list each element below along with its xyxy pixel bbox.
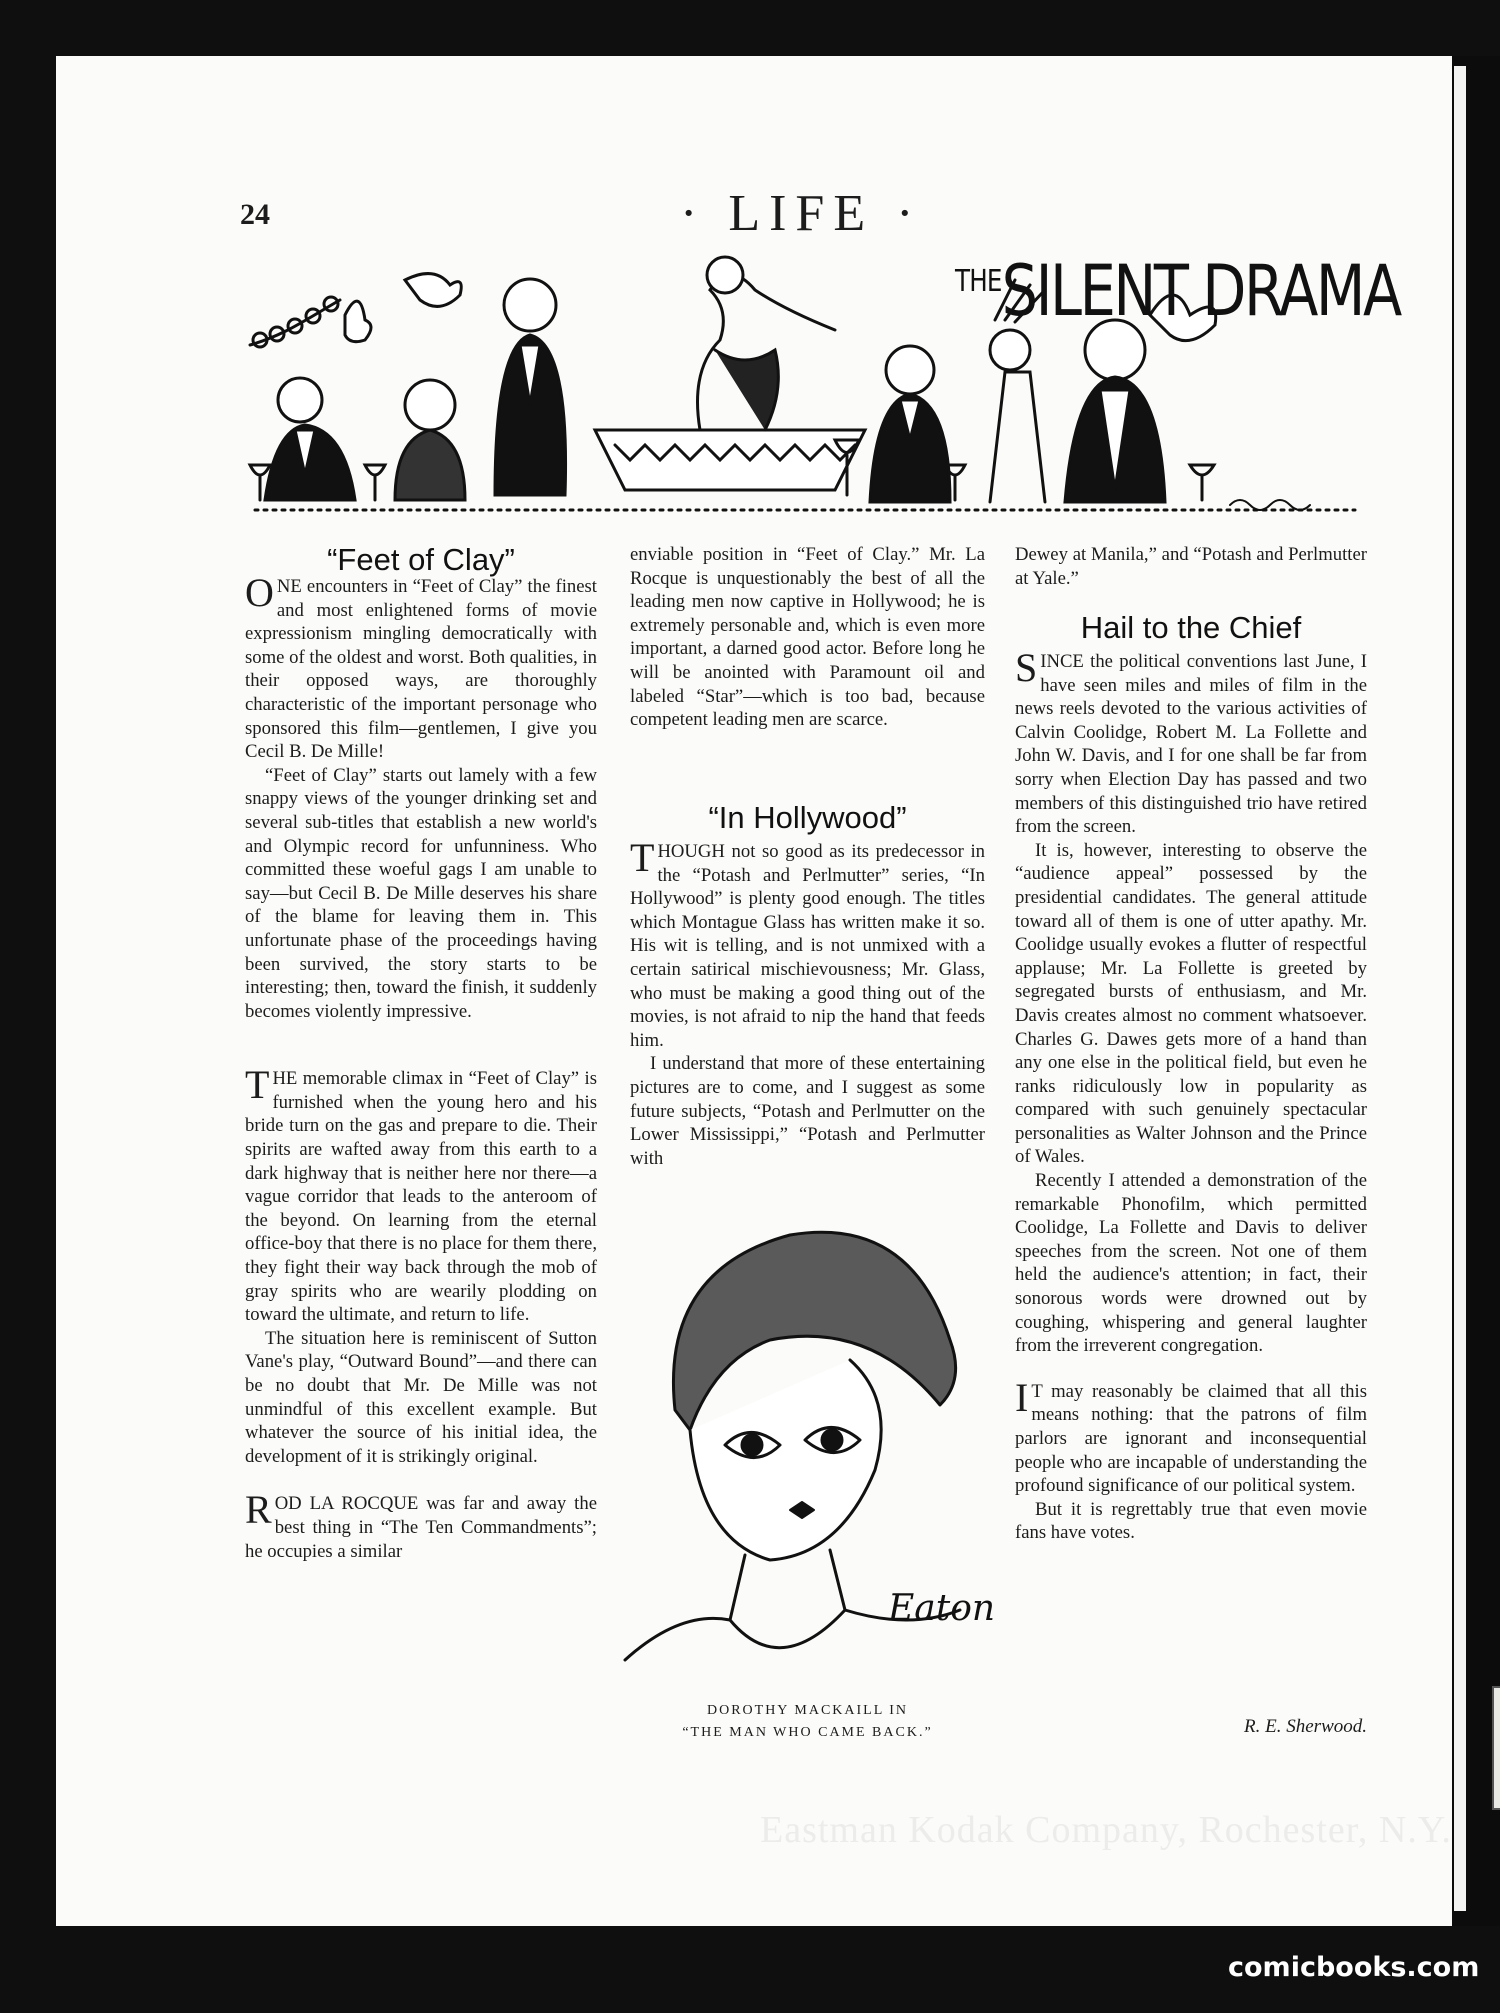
column-3-lower (1015, 645, 1367, 1545)
illustration-signature: Eaton (888, 1588, 995, 1629)
page-number: 24 (240, 198, 270, 231)
paragraph: ONE encounters in “Feet of Clay” the finest and most enlightened forms of movie expressionism mingling democratically with some of the oldest and worst. Both qualities, in their opposed ways, are thoroughly characteristic of the important personage who sponsored this film—gentlemen, I give you Cecil B. De Mille! (245, 570, 597, 763)
paragraph: THOUGH not so good as its predecessor in the “Potash and Perlmutter” series, “In Hollywood” is plenty good enough. The titles which Montague Glass has written make it so. His wit is telling, and is not unmixed with a certain satirical mischievousness; Mr. Glass, who must be making a good thing out of the movies, is not afraid to nip the hand that feeds him. (630, 835, 985, 1051)
paragraph: Recently I attended a demonstration of the remarkable Phonofilm, which permitted Coolidge, La Follette and Davis to deliver speeches from the screen. Not one of them held the audience's attention; in fact, their sonorous words were drowned out by coughing, whispering and general laughter from the irreverent congregation. (1015, 1170, 1367, 1357)
paragraph: “Feet of Clay” starts out lamely with a few snappy views of the younger drinking set and several sub-titles that establish a new world's and Olympic record for unfunniness. Who committed these woeful gags I am unable to say—but Cecil B. De Mille deserves his share of the blame for leaving them in. This unfortunate phase of the proceedings having been survived, the story starts to be interesting; then, toward the finish, it suddenly becomes violently impressive. (245, 764, 597, 1022)
show-through-text: Eastman Kodak Company, Rochester, N.Y. (760, 1809, 1452, 1851)
section-title (955, 250, 1400, 332)
heading-feet-of-clay: “Feet of Clay” (327, 542, 515, 577)
section-title-main: SILENT DRAMA (1001, 250, 1400, 332)
portrait-illustration (620, 1210, 995, 1700)
paragraph: SINCE the political conventions last June, I have seen miles and miles of film in the news reels devoted to the various activities of Calvin Coolidge, Robert M. La Follette and John W. Davis, and I for one shall be far from sorry when Election Day has passed and two members of this distinguished trio have retired from the screen. (1015, 645, 1367, 838)
caption-line-1: DOROTHY MACKAILL IN (706, 1703, 909, 1718)
site-watermark: comicbooks.com (1228, 1952, 1480, 1983)
column-1 (245, 570, 597, 1563)
paragraph: But it is regrettably true that even movie fans have votes. (1015, 1498, 1367, 1544)
paragraph: Dewey at Manila,” and “Potash and Perlmutter at Yale.” (1015, 544, 1367, 589)
next-page-edge (1452, 56, 1500, 1926)
paragraph: I understand that more of these entertaining pictures are to come, and I suggest as some future subjects, “Potash and Perlmutter on the Lower Mississippi,” “Potash and Perlmutter with (630, 1053, 985, 1169)
column-2-lower (630, 835, 985, 1170)
masthead-life: · LIFE · (680, 185, 923, 242)
heading-hail-to-the-chief: Hail to the Chief (1080, 610, 1302, 645)
heading-in-hollywood: “In Hollywood” (708, 800, 907, 835)
paragraph: It is, however, interesting to observe the “audience appeal” possessed by the presidential candidates. The general attitude toward all of them is one of utter apathy. Mr. Coolidge usually evokes a flutter of respectful applause; Mr. La Follette is greeted by segregated bursts of enthusiasm, and Mr. Davis creates almost no comment whatsoever. Charles G. Dawes gets more of a hand than any one else in the political field, but even he ranks ridiculously low in popularity as compared with such genuinely spectacular personalities as Walter Johnson and the Prince of Wales. (1015, 839, 1367, 1168)
paragraph: enviable position in “Feet of Clay.” Mr. La Rocque is unquestionably the best of all the leading men now captive in Hollywood; he is extremely personable and, which is even more important, a darned good actor. Before long he will be anointed with Paramount oil and labeled “Star”—which is too bad, because competent leading men are scarce. (630, 544, 985, 731)
column-2 (630, 543, 985, 732)
paragraph: THE memorable climax in “Feet of Clay” is furnished when the young hero and his bride turn on the gas and prepare to die. Their spirits are wafted away from this earth to a dark highway that is neither here nor there—a vague corridor that leads to the anteroom of the beyond. On learning from the eternal office-boy that there is no place for them there, they fight their way back through the mob of gray spirits who are wearily plodding on toward the ultimate, and return to life. (245, 1062, 597, 1326)
next-page-sliver (1454, 66, 1466, 1911)
author-byline: R. E. Sherwood. (1244, 1716, 1367, 1737)
page-tab (1492, 1686, 1500, 1810)
column-3 (1015, 543, 1367, 590)
paragraph: The situation here is reminiscent of Sutton Vane's play, “Outward Bound”—and there can be no doubt that Mr. De Mille was not unmindful of this excellent example. But whatever the source of his initial idea, the development of it is strikingly original. (245, 1327, 597, 1467)
caption-line-2: “THE MAN WHO CAME BACK.” (682, 1725, 933, 1740)
illustration-caption (630, 1700, 985, 1744)
paragraph: ROD LA ROCQUE was far and away the best thing in “The Ten Commandments”; he occupies a similar (245, 1487, 597, 1562)
section-title-the: THE (955, 264, 1002, 299)
paragraph: IT may reasonably be claimed that all this means nothing: that the patrons of film parlors are ignorant and inconsequential people who are incapable of understanding the profound significance of our political system. (1015, 1374, 1367, 1497)
